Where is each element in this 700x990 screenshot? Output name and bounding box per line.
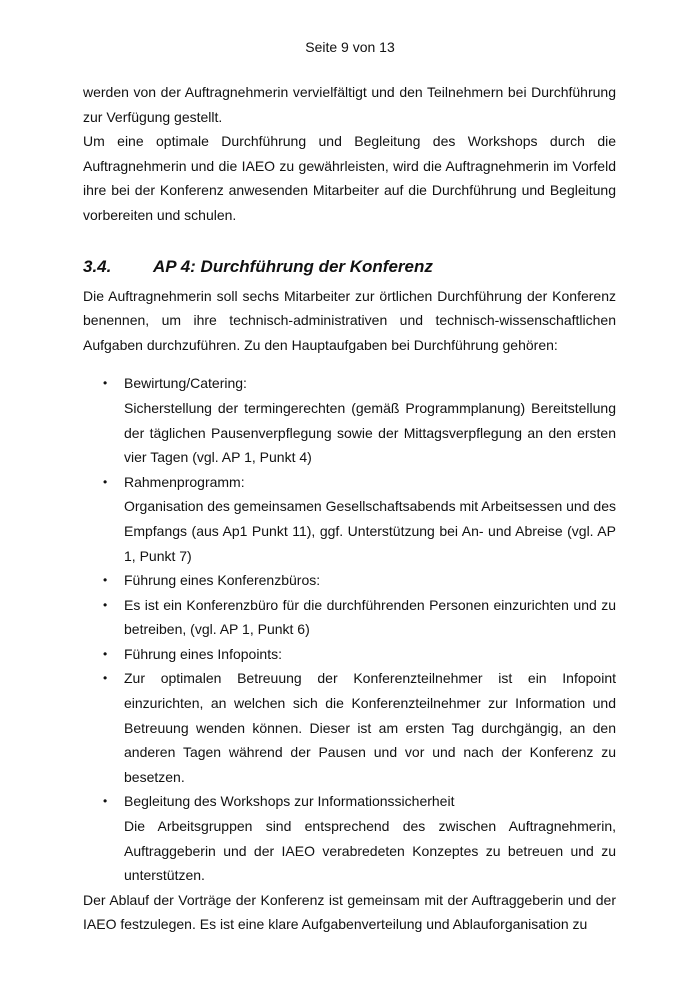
bullet-icon: •	[103, 646, 108, 661]
list-item	[83, 371, 616, 469]
bullet-icon: •	[103, 671, 108, 686]
page-number-header: Seite 9 von 13	[305, 39, 395, 55]
intro-paragraph-1: werden von der Auftragnehmerin vervielfältigt und den Teilnehmern bei Durchführung zur Verfügung gestellt.	[83, 84, 616, 125]
list-item-title: Bewirtung/Catering:	[124, 375, 247, 392]
closing-paragraph: Der Ablauf der Vorträge der Konferenz ist gemeinsam mit der Auftraggeberin und der IAEO festzulegen. Es ist eine klare Aufgabenverteilung und Ablauforganisation zu	[83, 891, 616, 933]
bullet-icon: •	[103, 573, 108, 588]
bullet-icon: •	[103, 597, 108, 612]
list-item-detail: Organisation des gemeinsamen Gesellschaftsabends mit Arbeitsessen und des Empfangs (aus Ap1 Punkt 11), ggf. Unterstützung bei An- und Abreise (vgl. AP 1, Punkt 7)	[124, 498, 616, 564]
list-item	[83, 470, 616, 568]
list-item-detail: Die Arbeitsgruppen sind entsprechend des zwischen Auftragnehmerin, Auftraggeberin und der IAEO verabredeten Konzeptes zu betreuen und zu unterstützen.	[124, 818, 616, 884]
list-item	[83, 666, 616, 789]
list-item-title: Führung eines Infopoints:	[124, 645, 282, 662]
section-number: 3.4.	[83, 256, 112, 276]
bullet-icon: •	[103, 376, 108, 391]
list-item	[83, 642, 616, 667]
list-item	[83, 593, 616, 642]
list-item-detail: Sicherstellung der termingerechten (gemäß Programmplanung) Bereitstellung der täglichen Pausenverpflegung sowie der Mittagsverpflegung an den ersten vier Tagen (vgl. AP 1, Punkt 4)	[124, 399, 616, 466]
bullet-icon: •	[103, 794, 108, 809]
list-item-title: Rahmenprogramm:	[124, 473, 245, 490]
section-title: AP 4: Durchführung der Konferenz	[153, 256, 433, 276]
document-body	[83, 80, 616, 937]
list-item	[83, 568, 616, 593]
section-intro-paragraph: Die Auftragnehmerin soll sechs Mitarbeiter zur örtlichen Durchführung der Konferenz benennen, um ihre technisch-administrativen und technisch-wissenschaftlichen Aufgaben durchzuführen. Zu den Hauptaufgaben bei Durchführung gehören:	[83, 287, 616, 353]
list-item-title: Es ist ein Konferenzbüro für die durchführenden Personen einzurichten und zu betreiben, (vgl. AP 1, Punkt 6)	[124, 596, 616, 638]
section-heading	[83, 254, 616, 280]
list-item	[83, 789, 616, 887]
section-spacer	[83, 228, 616, 254]
intro-paragraph-2: Um eine optimale Durchführung und Begleitung des Workshops durch die Auftragnehmerin und die IAEO zu gewährleisten, wird die Auftragnehmerin im Vorfeld ihre bei der Konferenz anwesenden Mitarbeiter auf die Durchführung und Begleitung vorbereiten und schulen.	[83, 133, 616, 223]
task-bullet-list	[83, 371, 616, 887]
list-item-title: Führung eines Konferenzbüros:	[124, 572, 321, 589]
list-item-title: Begleitung des Workshops zur Informationssicherheit	[124, 793, 455, 810]
bullet-icon: •	[103, 474, 108, 489]
list-item-title: Zur optimalen Betreuung der Konferenzteilnehmer ist ein Infopoint einzurichten, an welchen sich die Konferenzteilnehmer zur Information und Betreuung wenden können. Dieser ist am ersten Tag durchgängig, an den anderen Tagen während der Pausen und vor und nach der Konferenz zu besetzen.	[124, 670, 616, 785]
